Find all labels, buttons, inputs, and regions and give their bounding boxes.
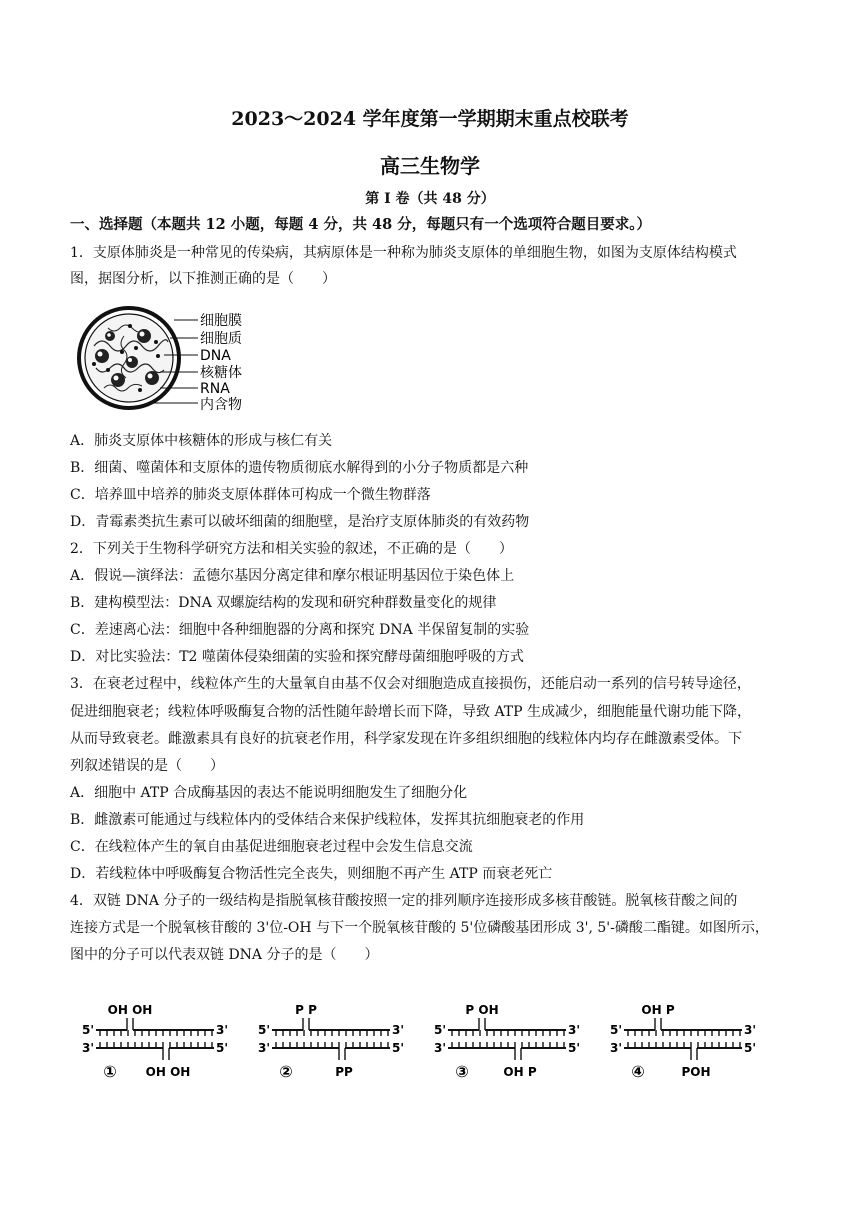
dna-figure-number: ④ <box>631 1062 645 1081</box>
q1-option-b: B．细菌、噬菌体和支原体的遗传物质彻底水解得到的小分子物质都是六种 <box>70 460 529 476</box>
dna-bottom-group-label: OH OH <box>145 1065 191 1079</box>
figure-label-ribosome: 核糖体 <box>200 365 242 381</box>
dna-end-label: 5' <box>81 1023 95 1037</box>
dna-end-label: 3' <box>81 1041 95 1055</box>
q2-option-d: D．对比实验法：T2 噬菌体侵染细菌的实验和探究酵母菌细胞呼吸的方式 <box>70 649 524 665</box>
q3-stem-line: 列叙述错误的是（ ） <box>70 758 224 774</box>
q4-stem-line: 图中的分子可以代表双链 DNA 分子的是（ ） <box>70 947 379 963</box>
q3-option-b: B．雌激素可能通过与线粒体内的受体结合来保护线粒体，发挥其抗细胞衰老的作用 <box>70 812 585 828</box>
dna-end-label: 3' <box>391 1023 405 1037</box>
dna-end-label: 5' <box>433 1023 447 1037</box>
dna-bottom-group-label: OH P <box>503 1065 537 1079</box>
figure-label-inclusion: 内含物 <box>200 397 242 413</box>
exam-title: 2023～2024 学年度第一学期期末重点校联考 <box>231 108 629 130</box>
dna-figure-number: ③ <box>455 1062 469 1081</box>
dna-top-group-label: P P <box>295 1003 317 1017</box>
figure-label-membrane: 细胞膜 <box>200 313 242 329</box>
dna-end-label: 3' <box>215 1023 229 1037</box>
dna-end-label: 5' <box>743 1041 757 1055</box>
mycoplasma-figure <box>74 306 264 418</box>
q3-stem-line: 从而导致衰老。雌激素具有良好的抗衰老作用，科学家发现在许多组织细胞的线粒体内均存在雌激素受体。下 <box>70 731 742 747</box>
part-title: 第 I 卷（共 48 分） <box>365 191 495 207</box>
q4-stem-line: 4．双链 DNA 分子的一级结构是指脱氧核苷酸按照一定的排列顺序连接形成多核苷酸链。脱氧核苷酸之间的 <box>70 893 738 909</box>
q1-stem-line: 图，据图分析，以下推测正确的是（ ） <box>70 271 336 287</box>
dna-end-label: 3' <box>257 1041 271 1055</box>
figure-label-rna: RNA <box>200 381 230 397</box>
q2-option-b: B．建构模型法：DNA 双螺旋结构的发现和研究种群数量变化的规律 <box>70 595 497 611</box>
q2-stem-line: 2．下列关于生物科学研究方法和相关实验的叙述，不正确的是（ ） <box>70 541 513 557</box>
dna-bottom-group-label: POH <box>681 1065 711 1079</box>
dna-end-label: 3' <box>567 1023 581 1037</box>
dna-top-group-label: OH P <box>641 1003 675 1017</box>
figure-label-cytoplasm: 细胞质 <box>200 331 242 347</box>
subject-title: 高三生物学 <box>380 154 480 178</box>
q1-option-c: C．培养皿中培养的肺炎支原体群体可构成一个微生物群落 <box>70 487 431 503</box>
dna-figures <box>80 996 780 1092</box>
dna-end-label: 3' <box>433 1041 447 1055</box>
q1-option-a: A．肺炎支原体中核糖体的形成与核仁有关 <box>70 433 333 449</box>
q3-stem-line: 3．在衰老过程中，线粒体产生的大量氧自由基不仅会对细胞造成直接损伤，还能启动一系列的信号转导途径， <box>70 676 751 692</box>
dna-top-group-label: OH OH <box>107 1003 153 1017</box>
dna-figure-number: ① <box>103 1062 117 1081</box>
q3-option-d: D．若线粒体中呼吸酶复合物活性完全丧失，则细胞不再产生 ATP 而衰老死亡 <box>70 866 553 882</box>
dna-end-label: 5' <box>609 1023 623 1037</box>
q3-stem-line: 促进细胞衰老；线粒体呼吸酶复合物的活性随年龄增长而下降，导致 ATP 生成减少，细胞能量代谢功能下降， <box>70 704 752 720</box>
q3-option-c: C．在线粒体产生的氧自由基促进细胞衰老过程中会发生信息交流 <box>70 839 473 855</box>
q3-option-a: A．细胞中 ATP 合成酶基因的表达不能说明细胞发生了细胞分化 <box>70 785 468 801</box>
q1-stem-line: 1．支原体肺炎是一种常见的传染病，其病原体是一种称为肺炎支原体的单细胞生物，如图为支原体结构模式 <box>70 245 737 261</box>
figure-label-dna: DNA <box>200 348 231 364</box>
dna-bottom-group-label: PP <box>335 1065 353 1079</box>
dna-end-label: 5' <box>215 1041 229 1055</box>
dna-end-label: 5' <box>567 1041 581 1055</box>
q4-stem-line: 连接方式是一个脱氧核苷酸的 3'位-OH 与下一个脱氧核苷酸的 5'位磷酸基团形成 3', 5'-磷酸二酯键。如图所示， <box>70 920 769 936</box>
dna-end-label: 5' <box>391 1041 405 1055</box>
q1-option-d: D．青霉素类抗生素可以破坏细菌的细胞壁，是治疗支原体肺炎的有效药物 <box>70 514 530 530</box>
q2-option-c: C．差速离心法：细胞中各种细胞器的分离和探究 DNA 半保留复制的实验 <box>70 622 530 638</box>
dna-figure-number: ② <box>279 1062 293 1081</box>
dna-end-label: 3' <box>743 1023 757 1037</box>
dna-end-label: 5' <box>257 1023 271 1037</box>
q2-option-a: A．假说—演绎法：孟德尔基因分离定律和摩尔根证明基因位于染色体上 <box>70 568 515 584</box>
dna-top-group-label: P OH <box>465 1003 499 1017</box>
dna-end-label: 3' <box>609 1041 623 1055</box>
section-heading: 一、选择题（本题共 12 小题，每题 4 分，共 48 分，每题只有一个选项符合题目要求。） <box>70 216 651 233</box>
